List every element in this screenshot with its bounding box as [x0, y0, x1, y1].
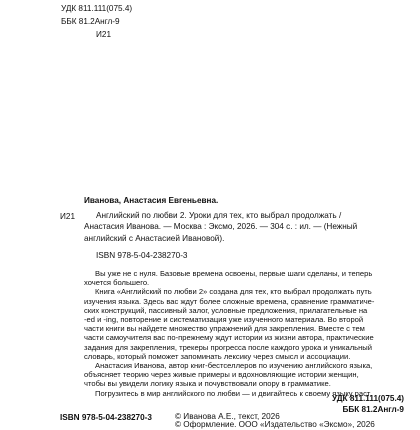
annotation-line: хочется большего. [84, 278, 150, 288]
catalog-author: Иванова, Анастасия Евгеньевна. [84, 196, 219, 205]
annotation-line: задания для закрепления, трекеры прогресса после каждого урока и уникальный [84, 342, 372, 352]
author-mark-top: И21 [96, 30, 111, 39]
udk-code-top: УДК 811.111(075.4) [61, 4, 133, 13]
catalog-isbn: ISBN 978-5-04-238270-3 [96, 251, 188, 260]
annotation-line: части самоучителя вас по-прежнему ждут истории из жизни автора, практические [84, 333, 374, 343]
annotation-line: Книга «Английский по любви 2» создана для тех, кто выбрал продолжать путь [95, 287, 372, 297]
annotation-line: Погрузитесь в мир английского по любви — и двигайтесь к своему языку раст. [95, 388, 372, 398]
udk-code-bottom: УДК 811.111(075.4) [332, 394, 404, 403]
annotation-line: чтобы вы увидели логику языка и почувствовали опору в грамматике. [84, 379, 331, 389]
bbk-code-top: ББК 81.2Англ-9 [61, 17, 120, 26]
annotation-line: словарь, который поможет запоминать лексику через смысл и ассоциации. [84, 351, 351, 361]
annotation-text [84, 269, 404, 398]
annotation-line: части книги вы найдете множество упражнений для закрепления. Вместе с тем [84, 324, 365, 334]
annotation-line: -ed и -ing, повторение и систематизация уже изученного материала. Во второй [84, 315, 364, 325]
catalog-title-line-2: Анастасия Иванова. — Москва : Эксмо, 2026. — 304 с. : ил. — (Нежный [84, 222, 358, 231]
catalog-title-line-1: Английский по любви 2. Уроки для тех, кто выбрал продолжать / [96, 211, 342, 220]
copyright-design: © Оформление. ООО «Издательство «Эксмо», 2026 [175, 420, 375, 429]
annotation-line: объясняет теорию через живые примеры и вдохновляющие истории женщин, [84, 370, 359, 380]
bbk-code-bottom: ББК 81.2Англ-9 [342, 405, 404, 414]
copyright-text: © Иванова А.Е., текст, 2026 [175, 412, 280, 421]
annotation-line: Вы уже не с нуля. Базовые времена освоены, первые шаги сделаны, и теперь [95, 269, 373, 278]
catalog-title-line-3: английский с Анастасией Ивановой). [84, 234, 225, 243]
catalog-author-mark: И21 [60, 212, 75, 221]
annotation-line: изучения языка. Здесь вас ждут более сложные времена, сравнение грамматиче- [84, 296, 375, 306]
annotation-line: Анастасия Иванова, автор книг-бестселлеров по изучению английского языка, [95, 361, 373, 371]
isbn-bottom: ISBN 978-5-04-238270-3 [60, 413, 152, 422]
annotation-line: ских конструкций, пассивный залог, условные предложения, прилагательные на [84, 305, 368, 315]
